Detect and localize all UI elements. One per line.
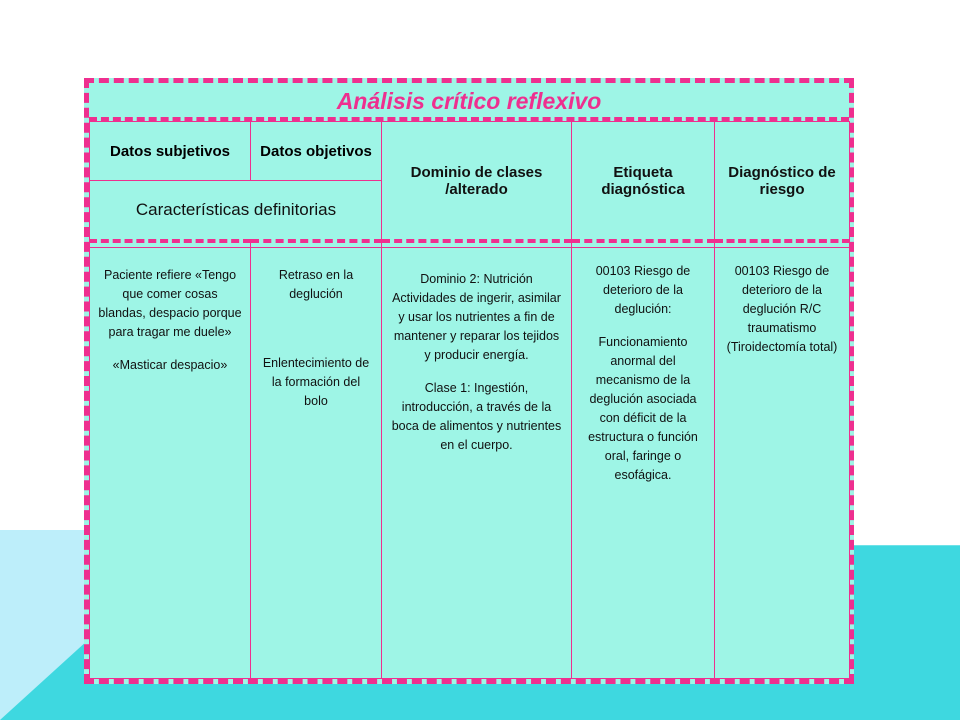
- header-domain: Dominio de clases /alterado: [382, 122, 572, 242]
- header-row: [90, 122, 850, 242]
- objective-text-1: Retraso en la deglución: [278, 268, 354, 301]
- subjective-text: Paciente refiere «Tengo que comer cosas blandas, despacio porque para tragar me duele»: [98, 268, 242, 339]
- objective-text-2: Enlentecimiento de la formación del bolo: [262, 356, 370, 408]
- header-group-data: [90, 122, 382, 242]
- header-label: Etiqueta diagnóstica: [572, 122, 715, 242]
- analysis-table-frame: [84, 78, 854, 684]
- label-text-1: 00103 Riesgo de deterioro de la deglución:: [595, 264, 691, 316]
- cell-domain: [382, 248, 572, 679]
- cell-label: [572, 248, 715, 679]
- analysis-table: [89, 121, 850, 679]
- diagnosis-text: 00103 Riesgo de deterioro de la deglución R/C traumatismo (Tiroidectomía total): [726, 264, 838, 354]
- cell-objective: [251, 248, 382, 679]
- header-objective: Datos objetivos: [260, 142, 372, 160]
- header-subjective: Datos subjetivos: [90, 122, 251, 180]
- cell-subjective: [90, 248, 251, 679]
- header-diagnosis: Diagnóstico de riesgo: [715, 122, 850, 242]
- subjective-quote: «Masticar despacio»: [112, 358, 228, 372]
- domain-text-2: Clase 1: Ingestión, introducción, a través de la boca de alimentos y nutrientes en el cuerpo.: [391, 381, 562, 452]
- domain-text-1: Dominio 2: Nutrición Actividades de ingerir, asimilar y usar los nutrientes a fin de mantener y reparar los tejidos y producir energía.: [392, 272, 561, 362]
- cell-diagnosis: [715, 248, 850, 679]
- table-title: Análisis crítico reflexivo: [89, 83, 849, 121]
- label-text-2: Funcionamiento anormal del mecanismo de la deglución asociada con déficit de la estructura o función oral, faringe o esofágica.: [588, 335, 698, 482]
- body-row: [90, 248, 850, 679]
- header-characteristics: Características definitorias: [135, 200, 337, 219]
